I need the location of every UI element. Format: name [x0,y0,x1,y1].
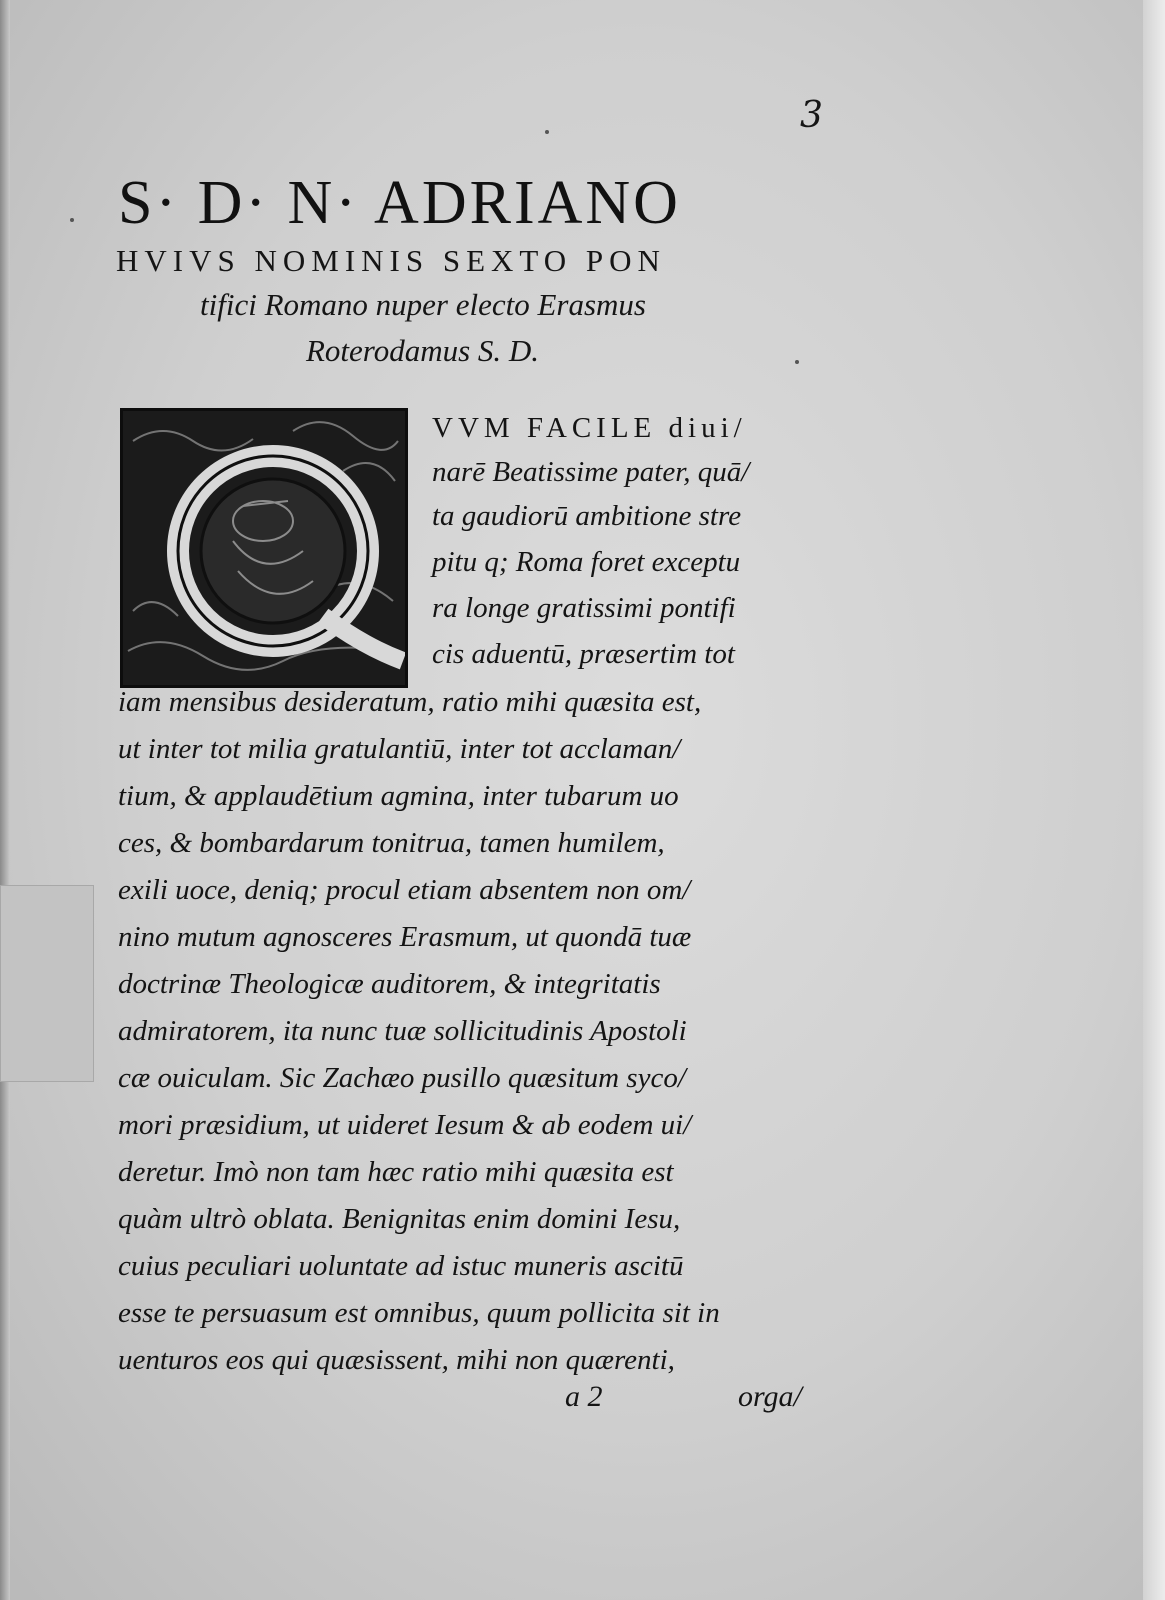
text-line: ces, & bombardarum tonitrua, tamen humilem, [118,827,665,859]
page-gutter-shadow [0,0,10,1600]
text-line: mori præsidium, ut uideret Iesum & ab eodem ui/ [118,1109,692,1141]
page-outer-edge [1143,0,1165,1600]
catchword: orga/ [738,1380,802,1413]
text-line: cæ ouiculam. Sic Zachæo pusillo quæsitum syco/ [118,1062,686,1094]
text-line: cuius peculiari uoluntate ad istuc muneris ascitū [118,1250,684,1282]
text-line: ta gaudiorū ambitione stre [432,500,742,532]
text-line: VVM FACILE diui/ [432,412,747,444]
text-line: tium, & applaudētium agmina, inter tubarum uo [118,780,679,812]
page-subtitle: HVIVS NOMINIS SEXTO PON [116,243,666,278]
ink-speck [70,218,74,222]
text-line: doctrinæ Theologicæ auditorem, & integritatis [118,968,661,1000]
text-line: quàm ultrò oblata. Benignitas enim domini Iesu, [118,1203,681,1235]
text-line: nino mutum agnosceres Erasmum, ut quondā tuæ [118,921,692,953]
text-line: cis aduentū, præsertim tot [432,638,735,670]
text-line: pitu q; Roma foret exceptu [432,546,741,578]
text-line: deretur. Imò non tam hæc ratio mihi quæsita est [118,1156,674,1188]
heading-line-1: tifici Romano nuper electo Erasmus [200,287,646,322]
woodcut-initial [120,408,408,688]
signature-mark: a 2 [565,1380,603,1413]
text-line: ut inter tot milia gratulantiū, inter tot acclaman/ [118,733,681,765]
text-line: exili uoce, deniq; procul etiam absentem non om/ [118,874,691,906]
text-line: admiratorem, ita nunc tuæ sollicitudinis Apostoli [118,1015,687,1047]
heading-line-2: Roterodamus S. D. [306,333,540,368]
folio-number: 3 [800,95,823,136]
ink-speck [545,130,549,134]
text-line: ra longe gratissimi pontifi [432,592,736,624]
woodcut-initial-q-icon [123,411,405,685]
paper-tab [0,885,94,1082]
ink-speck [795,360,799,364]
text-line: uenturos eos qui quæsissent, mihi non quærenti, [118,1344,675,1376]
text-line: esse te persuasum est omnibus, quum pollicita sit in [118,1297,720,1329]
text-line: narē Beatissime pater, quā/ [432,456,750,488]
page-title: S· D· N· ADRIANO [118,169,681,237]
text-line: iam mensibus desideratum, ratio mihi quæsita est, [118,686,702,718]
